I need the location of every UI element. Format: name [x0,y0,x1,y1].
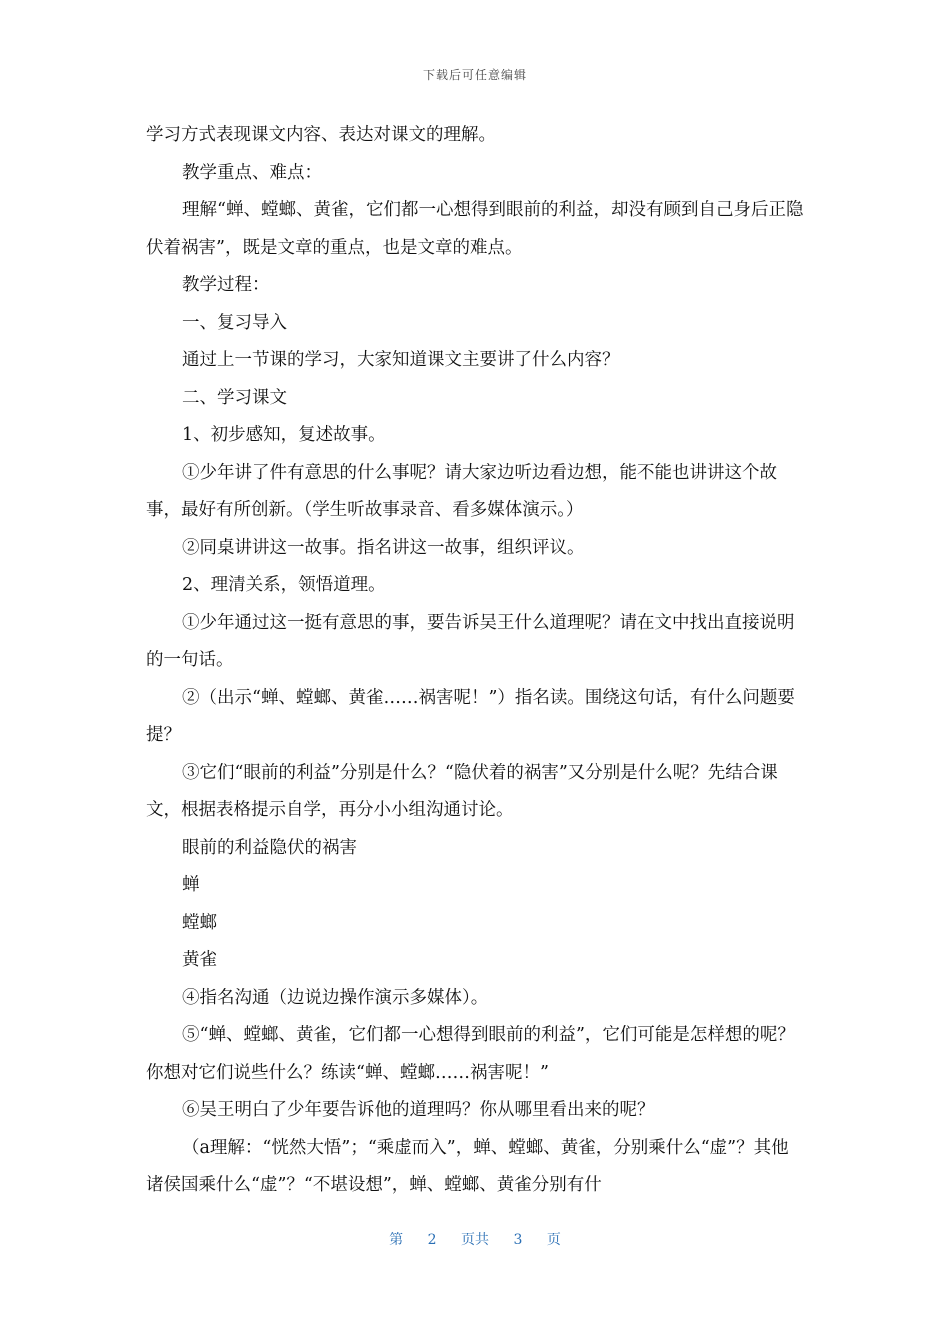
table-row-label: 蝉 [182,875,200,895]
subsection-heading: 1、初步感知，复述故事。 [182,425,386,445]
paragraph: （a理解：“恍然大悟”；“乘虚而入”，蝉、螳螂、黄雀，分别乘什么“虚”？其他诸侯国乘什么“虚”？“不堪设想”，蝉、螳螂、黄雀分别有什 [146,1137,789,1195]
subsection-heading: 2、理清关系，领悟道理。 [182,575,386,595]
current-page-number: 2 [427,1232,437,1248]
page-footer [0,1229,950,1249]
paragraph: ②（出示“蝉、螳螂、黄雀……祸害呢！”）指名读。围绕这句话，有什么问题要提？ [146,687,795,745]
paragraph: 通过上一节课的学习，大家知道课文主要讲了什么内容？ [182,350,620,370]
section-heading: 二、学习课文 [182,387,287,408]
page-label: 第 [389,1232,404,1248]
paragraph: 理解“蝉、螳螂、黄雀，它们都一心想得到眼前的利益，却没有顾到自己身后正隐伏着祸害”，既是文章的重点，也是文章的难点。 [146,200,804,258]
paragraph: ⑥吴王明白了少年要告诉他的道理吗？你从哪里看出来的呢？ [182,1100,655,1120]
total-label: 页共 [461,1232,489,1248]
total-pages-number: 3 [513,1232,523,1248]
paragraph: 学习方式表现课文内容、表达对课文的理解。 [146,125,496,145]
page-end-label: 页 [546,1232,561,1248]
paragraph: ②同桌讲讲这一故事。指名讲这一故事，组织评议。 [182,537,585,558]
paragraph: 教学过程： [182,275,270,295]
paragraph: ⑤“蝉、螳螂、黄雀，它们都一心想得到眼前的利益”，它们可能是怎样想的呢？你想对它们说些什么？练读“蝉、螳螂……祸害呢！” [146,1025,795,1083]
document-body [146,117,806,1205]
paragraph: ③它们“眼前的利益”分别是什么？“隐伏着的祸害”又分别是什么呢？先结合课文，根据表格提示自学，再分小小组沟通讨论。 [146,762,778,820]
page-header-note: 下载后可任意编辑 [422,68,527,82]
paragraph: 教学重点、难点： [182,162,322,183]
section-heading: 一、复习导入 [182,312,287,333]
paragraph: ①少年通过这一挺有意思的事，要告诉吴王什么道理呢？请在文中找出直接说明的一句话。 [146,612,795,670]
paragraph: ④指名沟通（边说边操作演示多媒体）。 [182,987,489,1008]
table-row-label: 螳螂 [182,912,217,933]
table-row-label: 黄雀 [182,950,217,970]
paragraph: ①少年讲了件有意思的什么事呢？请大家边听边看边想，能不能也讲讲这个故事，最好有所创新。（学生听故事录音、看多媒体演示。） [146,462,777,520]
table-header-line: 眼前的利益隐伏的祸害 [182,837,357,858]
